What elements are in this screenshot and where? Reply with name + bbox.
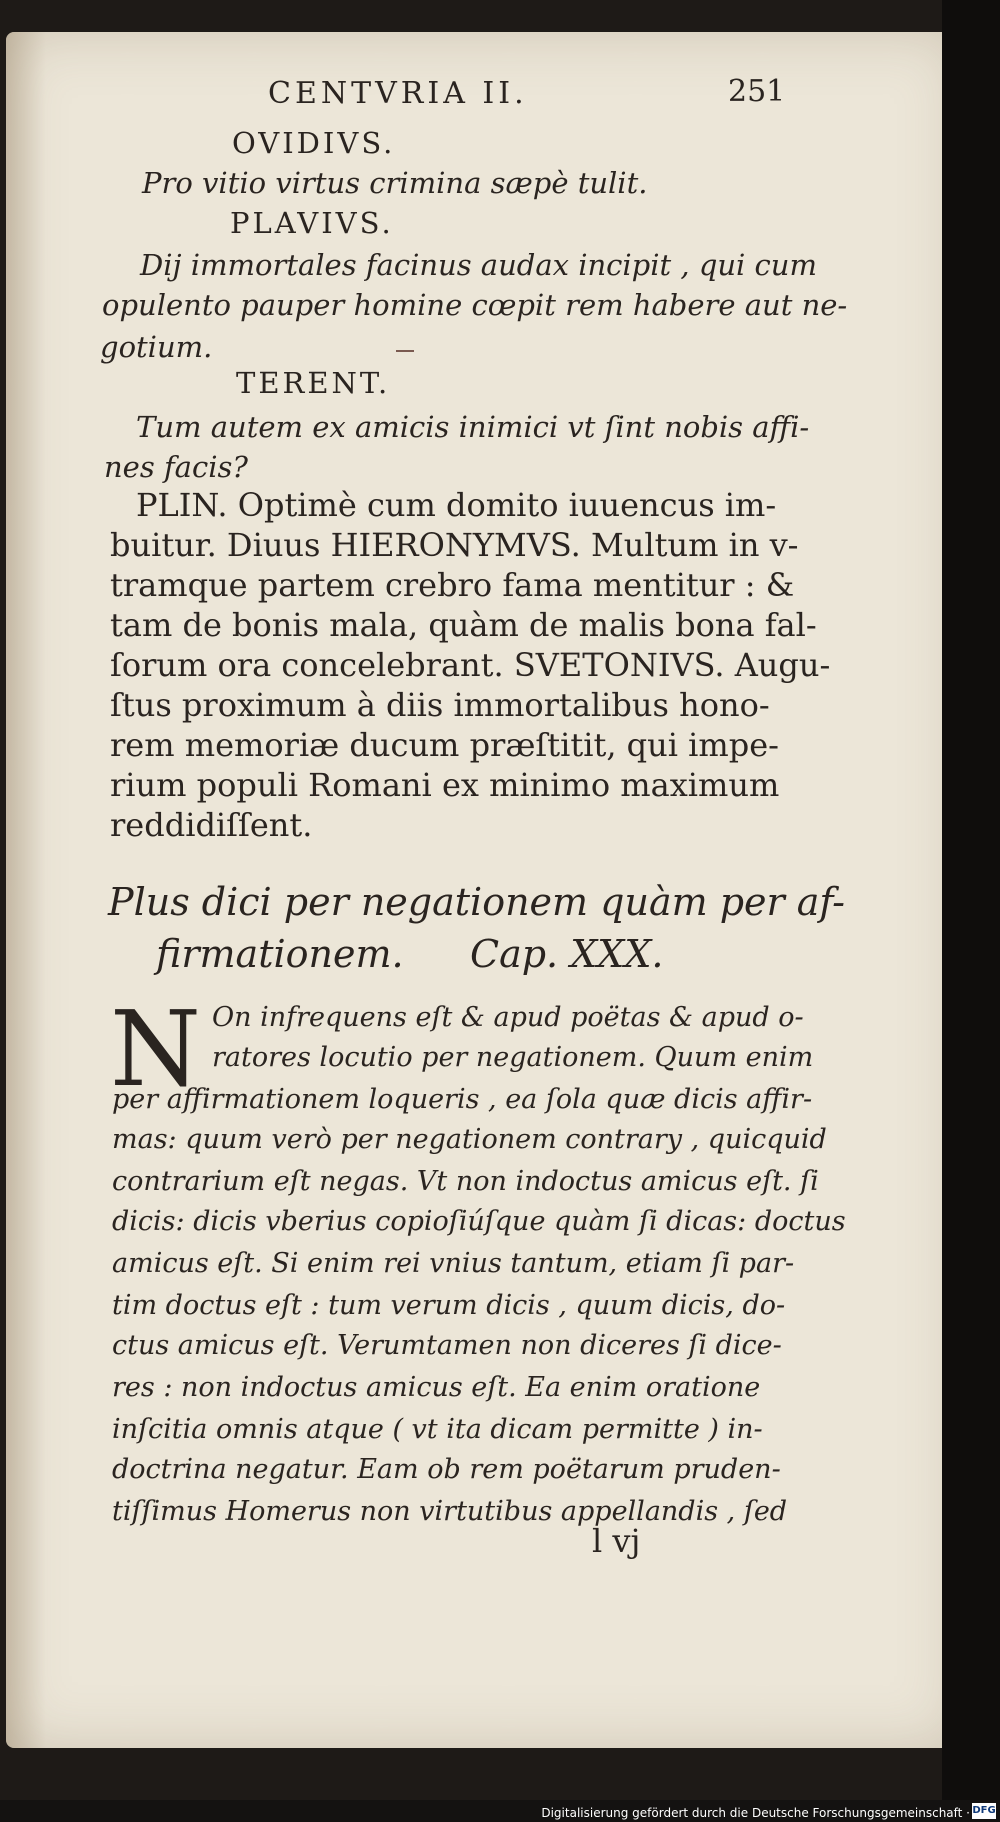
signature-mark: l vj: [592, 1522, 641, 1560]
dfg-logo: DFG: [972, 1803, 996, 1819]
paragraph-line: buitur. Diuus HIERONYMVS. Multum in v-: [110, 526, 799, 564]
paragraph-line: ſorum ora concelebrant. SVETONIVS. Augu-: [110, 646, 831, 684]
quote-line: nes facis?: [104, 450, 248, 484]
page-number: 251: [728, 74, 786, 109]
paragraph-line: rem memoriæ ducum præſtitit, qui impe-: [110, 726, 779, 764]
body-line: inſcitia omnis atque ( vt ita dicam permitte ) in-: [112, 1414, 763, 1445]
paragraph-line: ſtus proximum à diis immortalibus hono-: [110, 686, 770, 724]
funding-notice: Digitalisierung gefördert durch die Deutsche Forschungsgemeinschaft ·: [541, 1806, 970, 1820]
drop-cap: N: [110, 988, 201, 1110]
body-line: res : non indoctus amicus eſt. Ea enim oratione: [112, 1372, 761, 1403]
gutter-shadow: [6, 32, 46, 1748]
body-line: dicis: dicis vberius copioſiúſque quàm ſi dicas: doctus: [112, 1206, 846, 1237]
quote-line: Pro vitio virtus crimina sæpè tulit.: [142, 166, 648, 200]
section-heading: TERENT.: [236, 366, 391, 400]
body-line: mas: quum verò per negationem contrary , quicquid: [112, 1124, 827, 1155]
body-line: doctrina negatur. Eam ob rem poëtarum pruden-: [112, 1454, 781, 1485]
section-heading: PLAVIVS.: [230, 206, 394, 240]
body-line: tiſſimus Homerus non virtutibus appellandis , ſed: [112, 1496, 788, 1527]
scan-background-strip: [942, 0, 1000, 1822]
chapter-number: Cap. XXX.: [470, 932, 664, 976]
paragraph-line: tam de bonis mala, quàm de malis bona fal-: [110, 606, 817, 644]
body-line: ratores locutio per negationem. Quum enim: [212, 1042, 814, 1073]
body-line: contrarium eſt negas. Vt non indoctus amicus eſt. ſi: [112, 1166, 819, 1197]
body-line: On infrequens eſt & apud poëtas & apud o-: [212, 1002, 804, 1033]
paragraph-line: rium populi Romani ex minimo maximum: [110, 766, 780, 804]
body-line: amicus eſt. Si enim rei vnius tantum, etiam ſi par-: [112, 1248, 795, 1279]
paragraph-line: reddidiſſent.: [110, 806, 313, 844]
footer-bar: [0, 1800, 1000, 1822]
running-head-title: CENTVRIA II.: [268, 76, 528, 111]
paragraph-line: PLIN. Optimè cum domito iuuencus im-: [136, 486, 777, 524]
paragraph-line: tramque partem crebro fama mentitur : &: [110, 566, 795, 604]
quote-line: Tum autem ex amicis inimici vt ſint nobis affi-: [136, 410, 810, 444]
quote-line: Dij immortales facinus audax incipit , qui cum: [140, 248, 817, 282]
body-line: per affirmationem loqueris , ea ſola quæ dicis affir-: [112, 1084, 813, 1115]
body-line: tim doctus eſt : tum verum dicis , quum dicis, do-: [112, 1290, 786, 1321]
chapter-title-line: firmationem.: [156, 932, 404, 976]
quote-line: opulento pauper homine cœpit rem habere aut ne-: [102, 288, 848, 322]
chapter-title-line: Plus dici per negationem quàm per af-: [108, 880, 845, 924]
body-line: ctus amicus eſt. Verumtamen non diceres ſi dice-: [112, 1330, 782, 1361]
quote-line: gotium.: [100, 330, 213, 364]
ink-mark: [396, 350, 414, 352]
section-heading: OVIDIVS.: [232, 126, 396, 160]
